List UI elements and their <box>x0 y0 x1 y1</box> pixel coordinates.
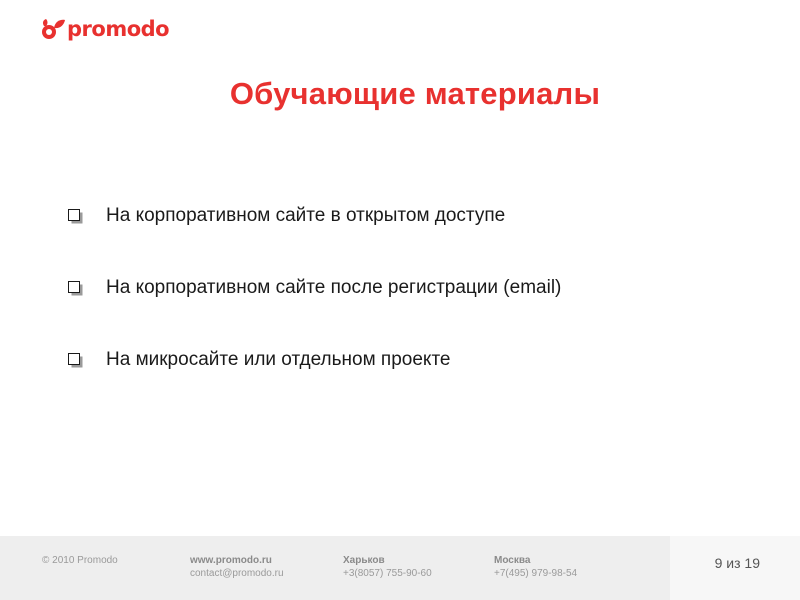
page-counter <box>690 555 760 571</box>
checkbox-outline-icon <box>68 281 83 296</box>
bullet-list <box>68 200 561 416</box>
email-link[interactable]: contact@promodo.ru <box>190 568 284 579</box>
bullet-text: На корпоративном сайте после регистрации (email) <box>106 277 562 298</box>
office-phone: +7(495) 979-98-54 <box>494 568 578 579</box>
page-current: 9 <box>714 555 723 571</box>
footer-contacts <box>190 554 284 580</box>
page-separator: из <box>726 555 741 571</box>
list-item <box>68 344 561 376</box>
list-item <box>68 200 561 232</box>
bullet-text: На микросайте или отдельном проекте <box>106 349 451 370</box>
footer-office-kharkov <box>343 554 432 580</box>
slide-title: Обучающие материалы <box>229 76 601 111</box>
website-link[interactable]: www.promodo.ru <box>190 555 272 566</box>
office-city: Харьков <box>343 555 385 566</box>
office-city: Москва <box>494 555 531 566</box>
office-phone: +3(8057) 755-90-60 <box>343 568 432 579</box>
promodo-leaf-icon <box>40 16 66 42</box>
page-total: 19 <box>744 555 760 571</box>
promodo-logo[interactable] <box>40 14 169 44</box>
list-item <box>68 272 561 304</box>
footer-copyright <box>42 554 118 567</box>
bullet-text: На корпоративном сайте в открытом доступе <box>106 205 506 226</box>
logo-wordmark: promodo <box>67 17 170 41</box>
checkbox-outline-icon <box>68 209 83 224</box>
footer-office-moscow <box>494 554 577 580</box>
copyright-text: © 2010 Promodo <box>42 555 118 566</box>
checkbox-outline-icon <box>68 353 83 368</box>
